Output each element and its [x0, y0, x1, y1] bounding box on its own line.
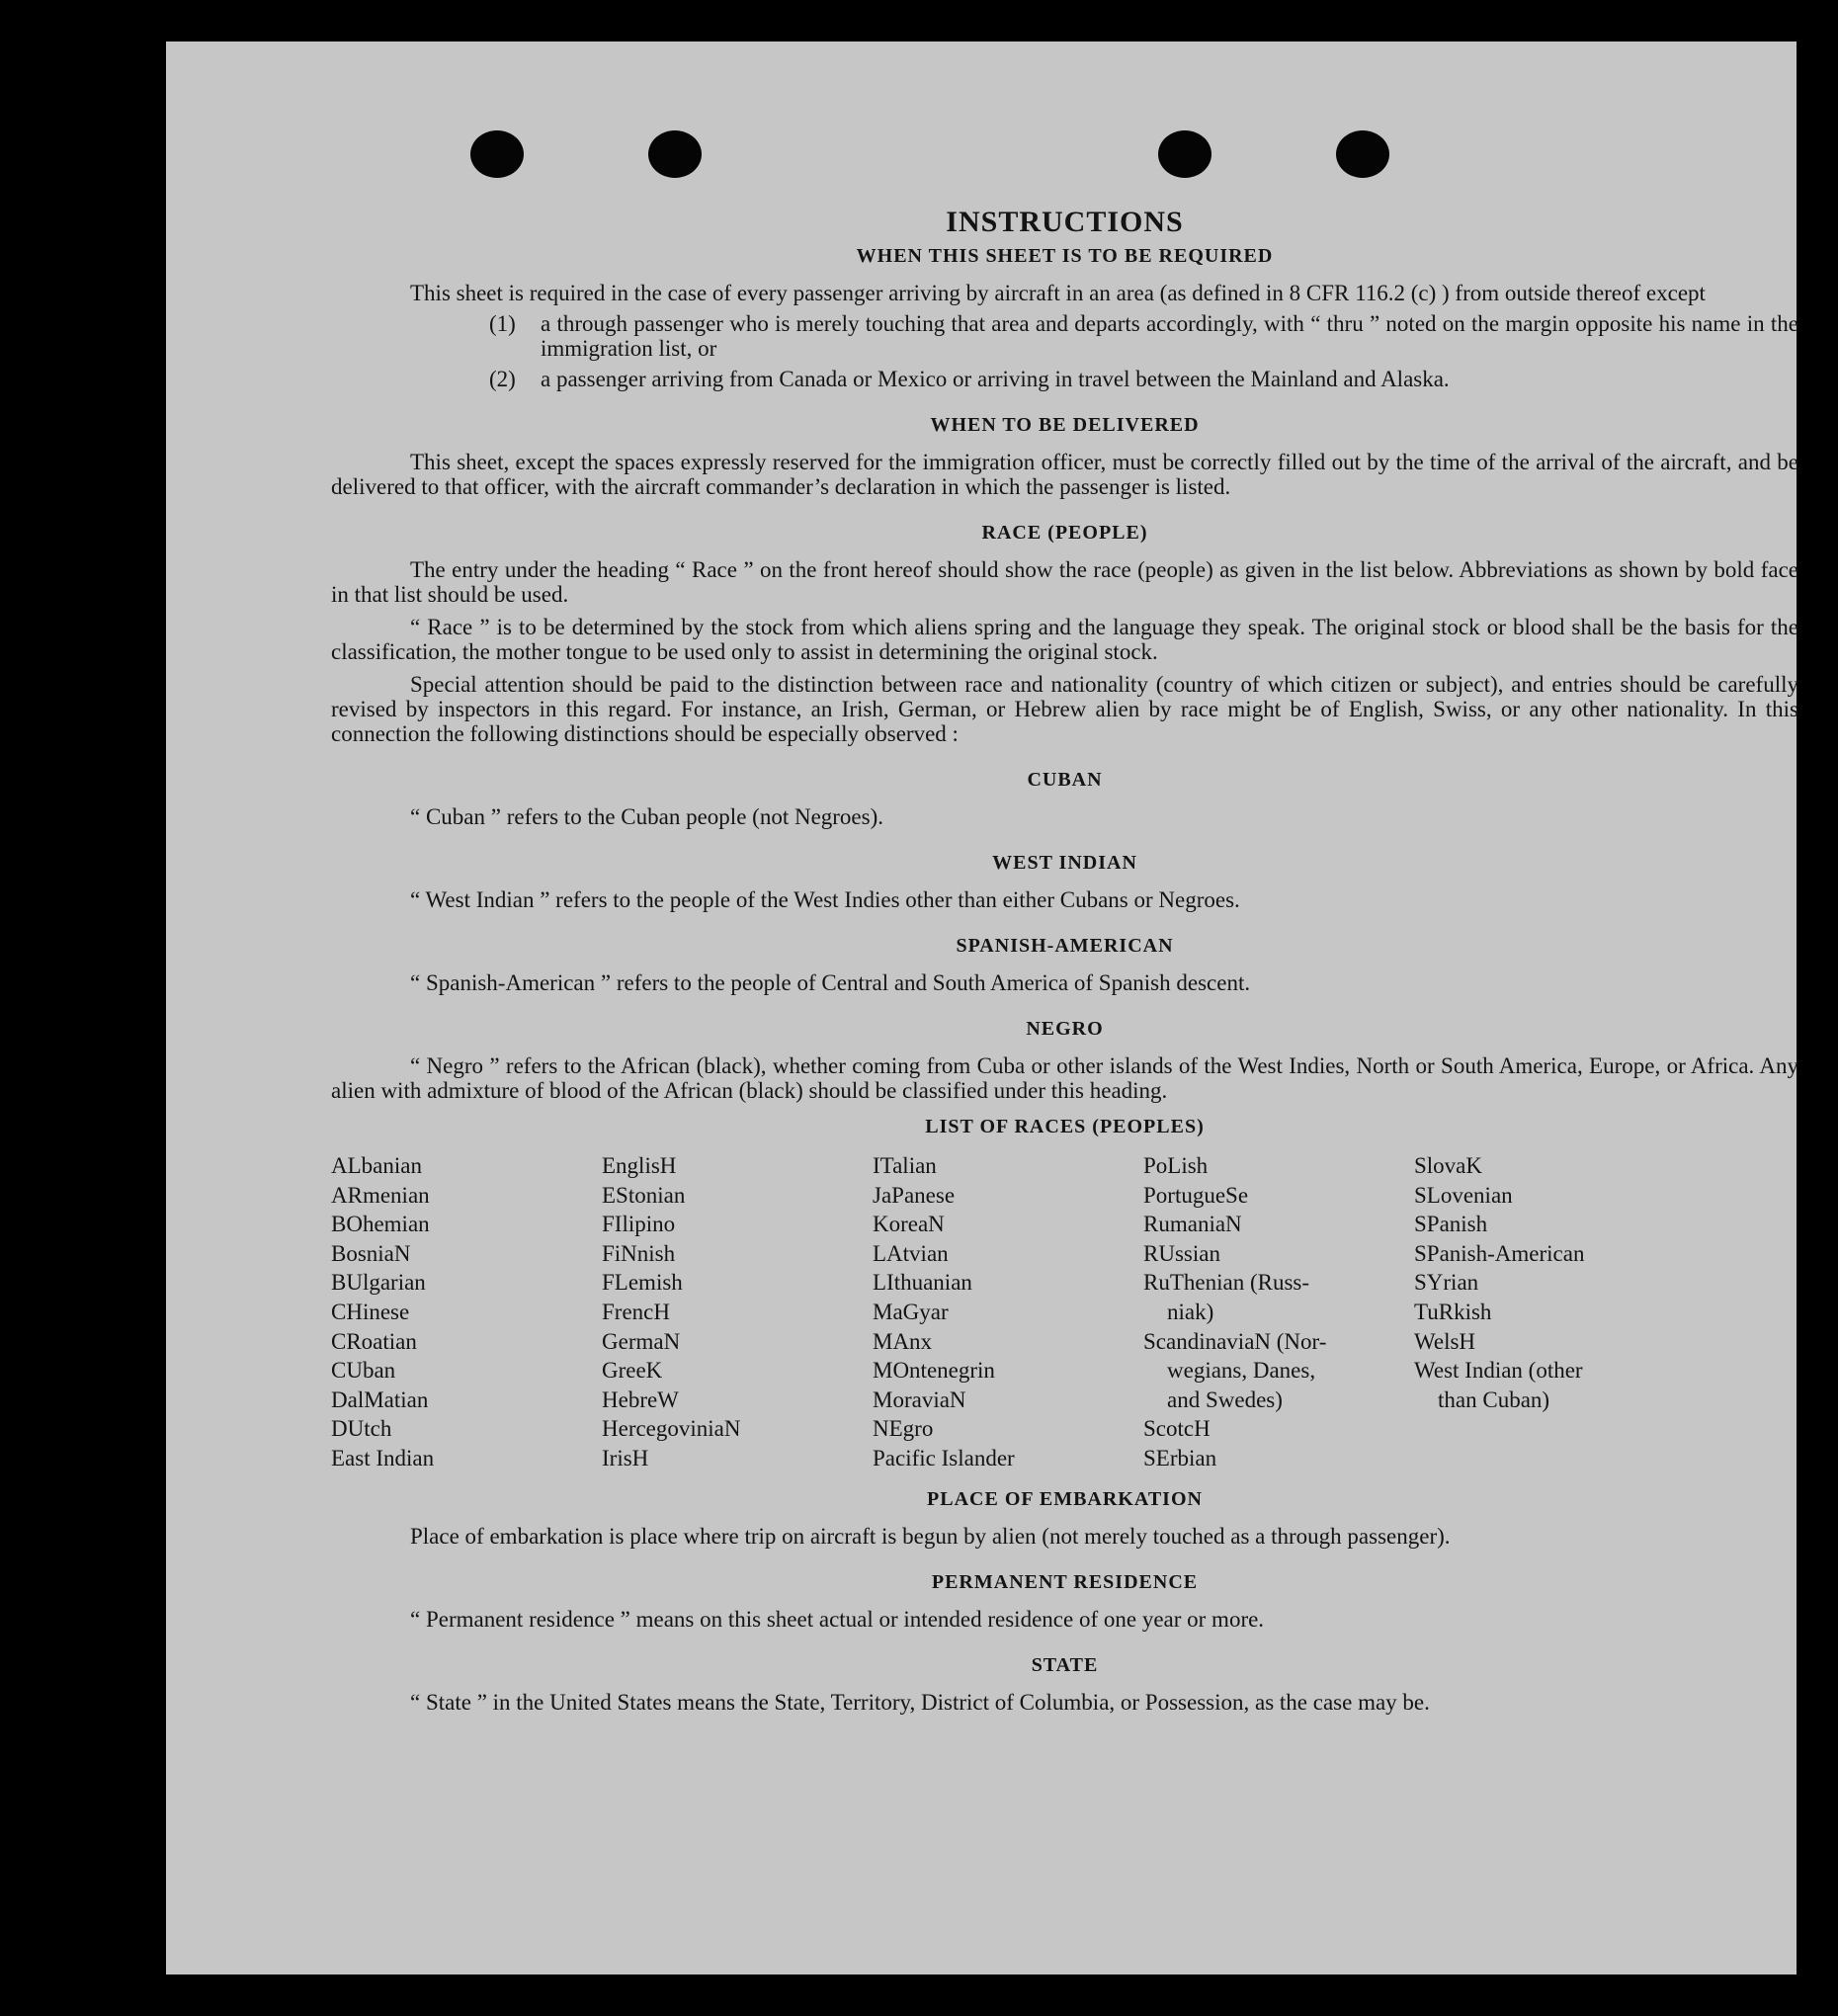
- embarkation-text: Place of embarkation is place where trip on aircraft is begun by alien (not merely touched as a through passenger).: [410, 1523, 1451, 1549]
- race-entry: BosniaN: [331, 1240, 411, 1266]
- race-entry: FLemish: [602, 1270, 683, 1296]
- race-paragraph-2: “ Race ” is to be determined by the stock from which aliens spring and the language they speak. The original stock or blood shall be the basis for the classification, the mother tongue to be used only to assist in determining the original stock.: [331, 615, 1798, 664]
- race-entry: GermaN: [602, 1328, 681, 1354]
- exception-number: (1): [489, 311, 516, 336]
- race-entry: JaPanese: [873, 1182, 956, 1208]
- spanish-american-text: “ Spanish-American ” refers to the people of Central and South America of Spanish descent.: [410, 970, 1251, 995]
- race-entry: LAtvian: [873, 1240, 949, 1266]
- race-column: [873, 1153, 1143, 1475]
- race-entry: MAnx: [873, 1328, 933, 1354]
- race-list: [331, 1153, 1798, 1475]
- race-column: [1414, 1153, 1641, 1475]
- race-entry: RUssian: [1143, 1240, 1220, 1266]
- race-entry: FIlipino: [602, 1212, 676, 1237]
- race-column: [602, 1153, 873, 1475]
- document-sheet: [166, 42, 1796, 1974]
- exception-number: (2): [489, 367, 516, 391]
- west-indian-text: “ West Indian ” refers to the people of the West Indies other than either Cubans or Negroes.: [410, 887, 1240, 912]
- exception-text: a through passenger who is merely touching that area and departs accordingly, with “ thru ” noted on the margin opposite his name in the immigration list, or: [541, 311, 1798, 361]
- exception-item: [489, 311, 1798, 361]
- race-entry: CRoatian: [331, 1328, 417, 1354]
- race-entry: WelsH: [1414, 1328, 1476, 1354]
- section-heading-race: RACE (PEOPLE): [981, 522, 1148, 544]
- punch-hole: [1336, 130, 1389, 178]
- race-entry: CUban: [331, 1358, 396, 1384]
- race-entry: ALbanian: [331, 1153, 422, 1178]
- race-entry: FiNnish: [602, 1240, 676, 1266]
- race-entry: HercegoviniaN: [602, 1416, 741, 1442]
- race-paragraph-3: Special attention should be paid to the distinction between race and nationality (country of which citizen or subject), and entries should be carefully revised by inspectors in this regard. For instance, an Irish, German, or Hebrew alien by race might be of English, Swiss, or any other nationality. In this connection the following distinctions should be especially observed :: [331, 672, 1798, 746]
- race-entry: ScotcH: [1143, 1416, 1211, 1442]
- page-title: INSTRUCTIONS: [946, 206, 1184, 238]
- race-entry: East Indian: [331, 1445, 435, 1470]
- punch-hole: [1158, 130, 1211, 178]
- race-entry: EnglisH: [602, 1153, 677, 1178]
- race-entry: CHinese: [331, 1299, 410, 1324]
- race-entry: IrisH: [602, 1445, 649, 1470]
- race-entry: TuRkish: [1414, 1299, 1492, 1324]
- section-heading-west-indian: WEST INDIAN: [992, 852, 1137, 874]
- section-heading-state: STATE: [1031, 1653, 1099, 1676]
- race-entry: BUlgarian: [331, 1270, 426, 1296]
- section-heading-embarkation: PLACE OF EMBARKATION: [927, 1487, 1203, 1510]
- race-paragraph-1: The entry under the heading “ Race ” on the front hereof should show the race (people) as given in the list below. Abbreviations as shown by bold face in that list should be used.: [331, 557, 1798, 607]
- race-entry: NEgro: [873, 1416, 934, 1442]
- race-entry: ScandinaviaN (Nor-: [1143, 1328, 1327, 1354]
- race-entry: wegians, Danes,: [1167, 1358, 1316, 1384]
- race-entry: SLovenian: [1414, 1182, 1513, 1208]
- exception-item: [489, 367, 1798, 391]
- race-entry: West Indian (other: [1414, 1358, 1583, 1384]
- race-entry: SYrian: [1414, 1270, 1479, 1296]
- state-text: “ State ” in the United States means the State, Territory, District of Columbia, or Possession, as the case may be.: [410, 1689, 1430, 1715]
- punch-hole: [648, 130, 702, 178]
- race-entry: RuThenian (Russ-: [1143, 1270, 1310, 1296]
- race-entry: SPanish-American: [1414, 1240, 1585, 1266]
- residence-text: “ Permanent residence ” means on this sheet actual or intended residence of one year or more.: [410, 1606, 1265, 1632]
- negro-text: “ Negro ” refers to the African (black), whether coming from Cuba or other islands of the West Indies, North or South America, Europe, or Africa. Any alien with admixture of blood of the African (black) should be classified under this heading.: [331, 1053, 1798, 1103]
- section-heading-race-list: LIST OF RACES (PEOPLES): [925, 1116, 1205, 1137]
- race-entry: RumaniaN: [1143, 1212, 1242, 1237]
- race-entry: SlovaK: [1414, 1153, 1482, 1178]
- required-intro: This sheet is required in the case of every passenger arriving by aircraft in an area (as defined in 8 CFR 116.2 (c) ) from outside thereof except: [410, 281, 1706, 305]
- race-entry: PoLish: [1143, 1153, 1209, 1178]
- exception-text: a passenger arriving from Canada or Mexico or arriving in travel between the Mainland and Alaska.: [541, 367, 1450, 391]
- race-entry: than Cuban): [1438, 1386, 1550, 1412]
- race-entry: EStonian: [602, 1182, 686, 1208]
- cuban-text: “ Cuban ” refers to the Cuban people (not Negroes).: [410, 804, 884, 829]
- section-heading-cuban: CUBAN: [1027, 769, 1103, 791]
- race-entry: KoreaN: [873, 1212, 945, 1237]
- race-entry: PortugueSe: [1143, 1182, 1249, 1208]
- race-entry: ITalian: [873, 1153, 937, 1178]
- race-entry: and Swedes): [1167, 1386, 1283, 1412]
- race-entry: Pacific Islander: [873, 1445, 1015, 1470]
- race-entry: GreeK: [602, 1358, 663, 1384]
- race-entry: SErbian: [1143, 1445, 1217, 1470]
- section-heading-spanish-american: SPANISH-AMERICAN: [956, 935, 1174, 957]
- race-entry: niak): [1167, 1299, 1214, 1324]
- instructions-content: [331, 206, 1798, 1715]
- race-entry: LIthuanian: [873, 1270, 972, 1296]
- race-entry: HebreW: [602, 1386, 679, 1412]
- delivered-text: This sheet, except the spaces expressly reserved for the immigration officer, must be correctly filled out by the time of the arrival of the aircraft, and be delivered to that officer, with the aircraft commander’s declaration in which the passenger is listed.: [331, 450, 1798, 499]
- race-entry: DalMatian: [331, 1386, 429, 1412]
- section-heading-residence: PERMANENT RESIDENCE: [931, 1570, 1199, 1593]
- race-entry: ARmenian: [331, 1182, 430, 1208]
- race-entry: MoraviaN: [873, 1386, 966, 1412]
- race-entry: FrencH: [602, 1299, 670, 1324]
- race-entry: MaGyar: [873, 1299, 949, 1324]
- race-entry: BOhemian: [331, 1212, 430, 1237]
- section-heading-negro: NEGRO: [1026, 1018, 1104, 1040]
- race-entry: SPanish: [1414, 1212, 1488, 1237]
- race-entry: MOntenegrin: [873, 1358, 995, 1384]
- section-heading-required: WHEN THIS SHEET IS TO BE REQUIRED: [856, 245, 1274, 267]
- race-column: [1143, 1153, 1414, 1475]
- race-entry: DUtch: [331, 1416, 392, 1442]
- section-heading-delivered: WHEN TO BE DELIVERED: [930, 414, 1200, 436]
- punch-hole: [470, 130, 524, 178]
- race-column: [331, 1153, 602, 1475]
